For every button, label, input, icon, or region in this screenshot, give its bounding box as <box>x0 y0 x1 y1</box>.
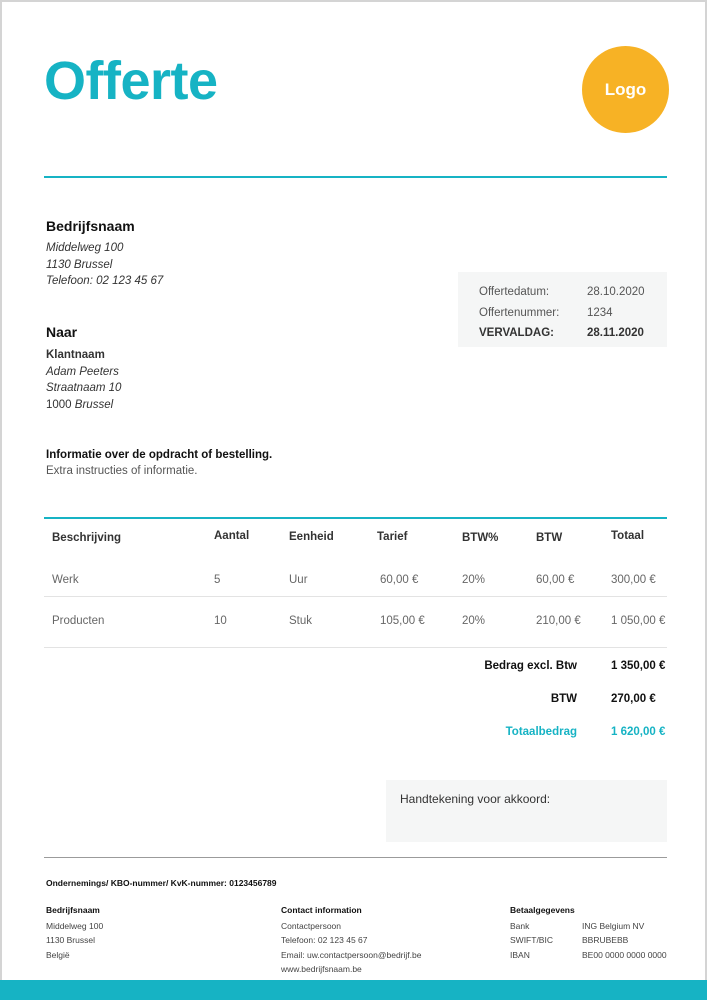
header-divider <box>44 176 667 178</box>
table-bottom-divider <box>44 647 667 648</box>
row-vat-pct: 20% <box>462 574 486 586</box>
order-info-block <box>46 448 272 479</box>
recipient-postcode: 1000 <box>46 398 72 411</box>
signature-label: Handtekening voor akkoord: <box>400 792 551 806</box>
row-vat: 60,00 € <box>536 574 575 586</box>
col-header-rate: Tarief <box>377 531 408 543</box>
footer-divider <box>44 857 667 858</box>
recipient-city: Brussel <box>74 398 114 411</box>
row-rate: 105,00 € <box>380 615 425 627</box>
recipient-block <box>46 324 121 413</box>
row-vat-pct: 20% <box>462 615 486 627</box>
meta-number-value: 1234 <box>587 306 613 319</box>
row-unit: Stuk <box>289 615 313 627</box>
row-total: 1 050,00 € <box>611 615 666 627</box>
row-vat: 210,00 € <box>536 615 581 627</box>
row-total: 300,00 € <box>611 574 656 586</box>
sender-name: Bedrijfsnaam <box>46 218 135 234</box>
logo-text: Logo <box>604 79 647 99</box>
row-quantity: 5 <box>214 574 221 586</box>
footer-company <box>46 904 103 962</box>
meta-row-number <box>479 303 667 324</box>
footer-contact-website[interactable]: www.bedrijfsnaam.be <box>281 963 362 974</box>
footer-company-line: Middelweg 100 <box>46 921 104 931</box>
order-info-heading: Informatie over de opdracht of bestelling. <box>46 449 273 461</box>
grand-total-value: 1 620,00 € <box>611 726 666 738</box>
recipient-city-line <box>46 397 121 414</box>
recipient-contact: Adam Peeters <box>46 365 119 378</box>
quote-meta-panel <box>458 272 667 347</box>
footer-contact-phone: Telefoon: 02 123 45 67 <box>281 935 368 946</box>
payment-value: ING Belgium NV <box>582 921 645 931</box>
sender-address-line2: 1130 Brussel <box>46 258 113 271</box>
row-description: Producten <box>52 615 105 627</box>
meta-date-label: Offertedatum: <box>479 286 550 298</box>
col-header-description: Beschrijving <box>52 532 122 544</box>
recipient-street: Straatnaam 10 <box>46 382 122 394</box>
footer-payment <box>510 904 667 962</box>
payment-label: IBAN <box>510 949 530 960</box>
row-rate: 60,00 € <box>380 574 419 586</box>
recipient-client-name: Klantnaam <box>46 349 105 361</box>
footer-payment-heading: Betaalgegevens <box>510 905 575 915</box>
meta-due-value: 28.11.2020 <box>587 327 644 339</box>
payment-row <box>510 948 667 962</box>
footer-company-heading: Bedrijfsnaam <box>46 905 100 915</box>
sender-block <box>46 218 163 290</box>
sender-address-line1: Middelweg 100 <box>46 242 124 254</box>
meta-due-label: VERVALDAG: <box>479 327 554 339</box>
meta-number-label: Offertenummer: <box>479 306 560 319</box>
sender-phone: Telefoon: 02 123 45 67 <box>46 275 164 287</box>
payment-label: SWIFT/BIC <box>510 935 553 946</box>
meta-date-value: 28.10.2020 <box>587 286 645 298</box>
payment-row <box>510 933 667 947</box>
row-description: Werk <box>52 574 79 586</box>
row-quantity: 10 <box>214 615 227 627</box>
footer-contact <box>281 904 421 976</box>
vat-total-label: BTW <box>550 693 577 705</box>
footer-company-line: België <box>46 949 70 960</box>
recipient-heading: Naar <box>46 324 78 340</box>
meta-row-date <box>479 282 667 303</box>
payment-value: BBRUBEBB <box>582 935 629 946</box>
col-header-unit: Eenheid <box>289 531 334 543</box>
company-logo <box>582 46 669 133</box>
row-divider <box>44 596 667 597</box>
signature-box[interactable] <box>386 780 667 842</box>
meta-row-due <box>479 323 667 344</box>
footer-contact-heading: Contact information <box>281 905 362 915</box>
col-header-quantity: Aantal <box>214 530 250 542</box>
grand-total-label: Totaalbedrag <box>505 726 577 738</box>
payment-row <box>510 919 667 933</box>
col-header-total: Totaal <box>611 530 645 542</box>
document-title: Offerte <box>44 51 218 111</box>
col-header-vat: BTW <box>536 532 563 544</box>
row-unit: Uur <box>289 574 308 586</box>
footer-contact-person: Contactpersoon <box>281 921 342 931</box>
footer-contact-email[interactable]: Email: uw.contactpersoon@bedrijf.be <box>281 949 422 960</box>
subtotal-label: Bedrag excl. Btw <box>484 660 577 672</box>
footer-company-line: 1130 Brussel <box>46 935 95 946</box>
payment-value: BE00 0000 0000 0000 <box>582 949 667 960</box>
registration-number: Ondernemings/ KBO-nummer/ KvK-nummer: 0123456789 <box>46 878 277 888</box>
subtotal-value: 1 350,00 € <box>611 660 666 672</box>
vat-total-value: 270,00 € <box>611 693 656 705</box>
table-top-divider <box>44 517 667 519</box>
order-info-text: Extra instructies of informatie. <box>46 465 198 477</box>
footer-accent-bar <box>0 980 707 1000</box>
col-header-vat-pct: BTW% <box>462 532 499 544</box>
payment-label: Bank <box>510 921 530 931</box>
